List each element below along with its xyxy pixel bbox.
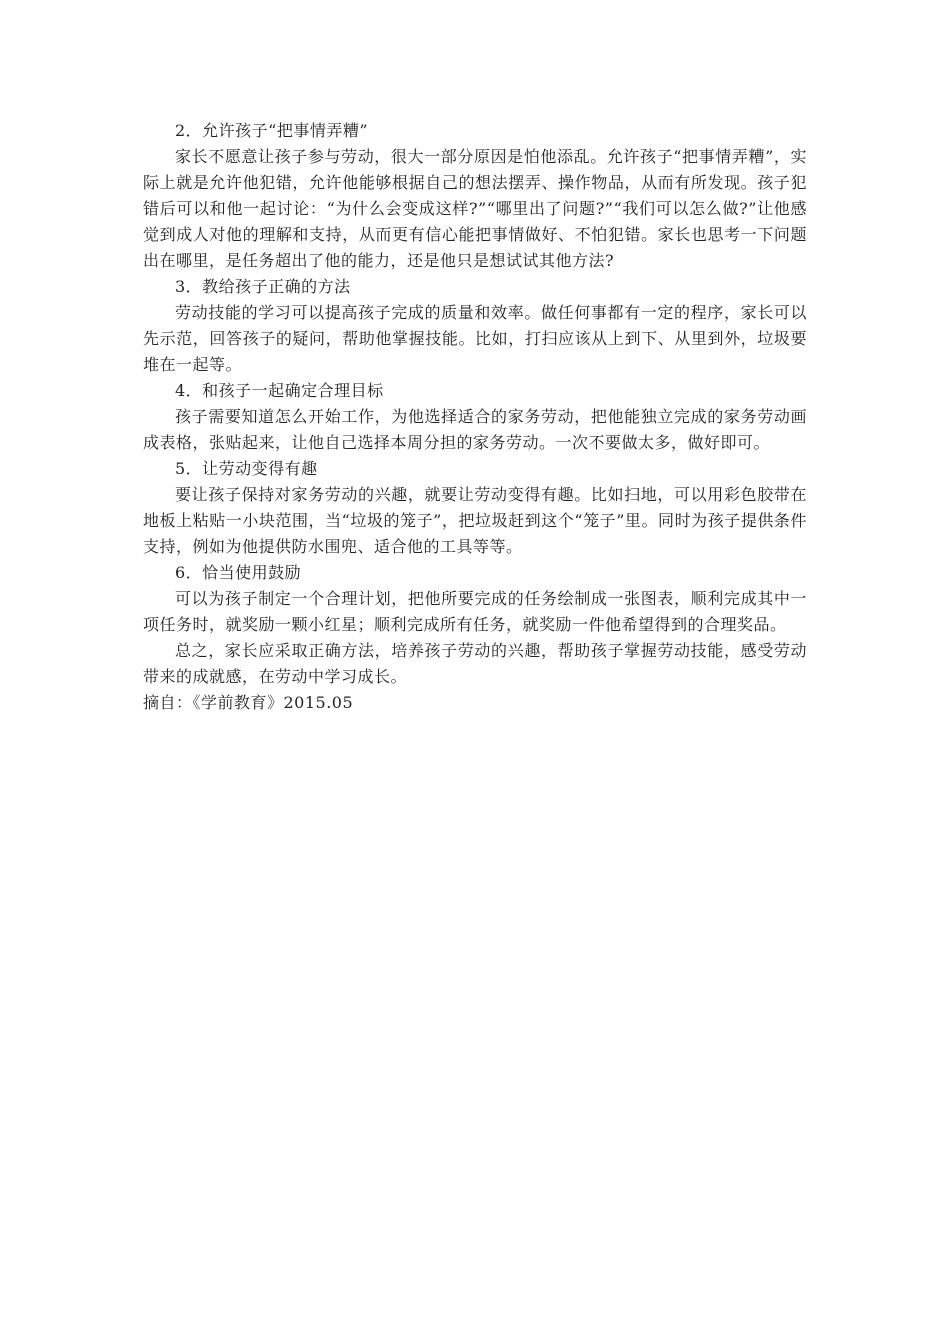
section-heading-2: 2．允许孩子“把事情弄糟” <box>175 121 369 140</box>
section-paragraph-4: 孩子需要知道怎么开始工作，为他选择适合的家务劳动，把他能独立完成的家务劳动画成表格，张贴起来，让他自己选择本周分担的家务劳动。一次不要做太多，做好即可。 <box>143 407 807 452</box>
section-paragraph-5: 要让孩子保持对家务劳动的兴趣，就要让劳动变得有趣。比如扫地，可以用彩色胶带在地板上粘贴一小块范围，当“垃圾的笼子”，把垃圾赶到这个“笼子”里。同时为孩子提供条件支持，例如为他提供防水围兜、适合他的工具等等。 <box>143 485 807 556</box>
section-heading-6: 6．恰当使用鼓励 <box>175 563 302 582</box>
source-citation: 摘自：《学前教育》2015.05 <box>143 693 354 712</box>
document-body <box>143 118 807 716</box>
conclusion-paragraph: 总之，家长应采取正确方法，培养孩子劳动的兴趣，帮助孩子掌握劳动技能，感受劳动带来的成就感，在劳动中学习成长。 <box>143 641 807 686</box>
section-heading-4: 4．和孩子一起确定合理目标 <box>175 381 384 400</box>
section-heading-3: 3．教给孩子正确的方法 <box>175 277 351 296</box>
section-heading-5: 5．让劳动变得有趣 <box>175 459 318 478</box>
section-paragraph-2: 家长不愿意让孩子参与劳动，很大一部分原因是怕他添乱。允许孩子“把事情弄糟”，实际上就是允许他犯错，允许他能够根据自己的想法摆弄、操作物品，从而有所发现。孩子犯错后可以和他一起讨论：“为什么会变成这样?”“哪里出了问题?”“我们可以怎么做?”让他感觉到成人对他的理解和支持，从而更有信心能把事情做好、不怕犯错。家长也思考一下问题出在哪里，是任务超出了他的能力，还是他只是想试试其他方法? <box>143 147 807 270</box>
section-paragraph-3: 劳动技能的学习可以提高孩子完成的质量和效率。做任何事都有一定的程序，家长可以先示范，回答孩子的疑问，帮助他掌握技能。比如，打扫应该从上到下、从里到外，垃圾要堆在一起等。 <box>143 303 807 374</box>
section-paragraph-6: 可以为孩子制定一个合理计划，把他所要完成的任务绘制成一张图表，顺利完成其中一项任务时，就奖励一颗小红星；顺利完成所有任务，就奖励一件他希望得到的合理奖品。 <box>143 589 807 634</box>
